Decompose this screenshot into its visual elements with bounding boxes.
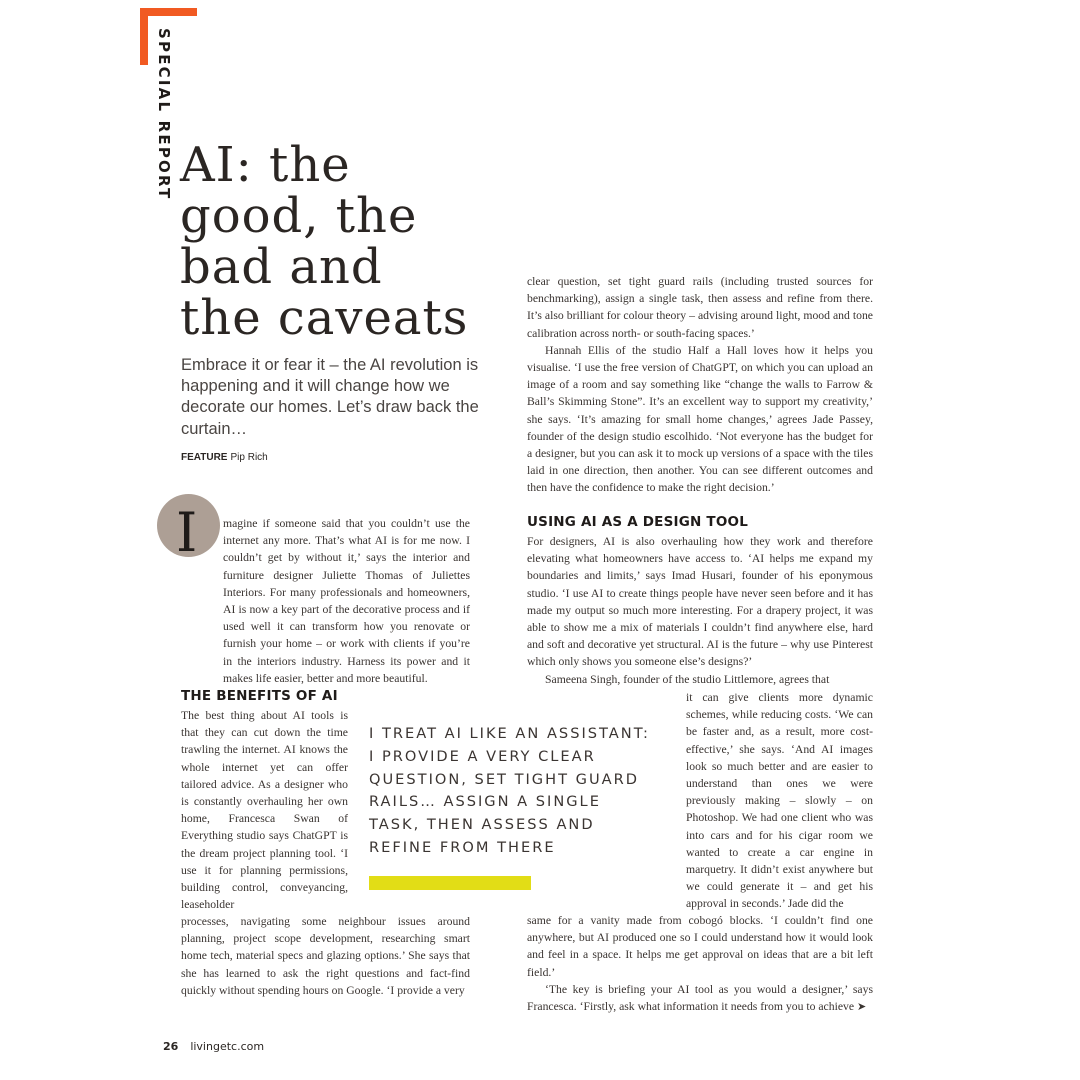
body-text: clear question, set tight guard rails (including trusted sources for benchmarking), assign a single task, then assess and refine from there. It’s also brilliant for colour theory – advising around light, mood and tone calibration across north- or south-facing spaces.’ xyxy=(527,275,873,340)
body-text: The best thing about AI tools is that they can cut down the time trawling the internet. AI knows the whole internet yet can offer tailored advice. As a designer who is constantly overhauling her own home, Francesca Swan of Everything studio says ChatGPT is the dream project planning tool. ‘I use it for planning permissions, building control, conveyancing, leaseholder xyxy=(181,709,348,912)
headline-line: the caveats xyxy=(180,290,469,346)
subheading-benefits: THE BENEFITS OF AI xyxy=(181,688,338,704)
pull-quote-line: I TREAT AI LIKE AN ASSISTANT: xyxy=(369,725,650,742)
intro-text: magine if someone said that you couldn’t use the internet any more. That’s what AI is for me now. I couldn’t get by without it,’ says the interior and furniture designer Juliette Thomas of Juliettes Interiors. For many professionals and homeowners, AI is now a key part of the decorative process and if used well it can transform how you renovate or furnish your home – or work with clients if you’re in the interiors industry. Harness its power and it makes life easier, better and more beautiful. xyxy=(223,517,470,685)
intro-paragraph xyxy=(181,515,470,687)
body-text: Sameena Singh, founder of the studio Littlemore, agrees that xyxy=(545,672,830,686)
byline-author: Pip Rich xyxy=(230,452,268,463)
continue-arrow-icon: ➤ xyxy=(856,1001,867,1014)
body-column-2a xyxy=(527,273,873,497)
site-name: livingetc.com xyxy=(190,1040,265,1053)
pull-quote-line: QUESTION, SET TIGHT GUARD xyxy=(369,770,639,788)
headline xyxy=(180,137,480,346)
accent-bracket-side xyxy=(140,8,148,65)
body-column-2c xyxy=(686,689,873,913)
section-kicker-text: SPECIAL REPORT xyxy=(155,28,173,201)
pull-quote-line: REFINE FROM THERE xyxy=(369,838,556,856)
subheading-design-tool: USING AI AS A DESIGN TOOL xyxy=(527,514,748,530)
pull-quote-highlight-bar xyxy=(369,876,531,890)
body-column-2d xyxy=(527,912,873,1016)
body-text: processes, navigating some neighbour issues around planning, project scope development, researching smart home tech, material specs and glazing options.’ She says that she has learned to ask the right questions and fact-find quickly without spending hours on Google. ‘I provide a very xyxy=(181,915,470,997)
body-column-2b xyxy=(527,533,873,688)
pull-quote-line: TASK, THEN ASSESS AND xyxy=(369,816,595,834)
pull-quote-line: RAILS… ASSIGN A SINGLE xyxy=(369,793,601,811)
pull-quote xyxy=(369,723,669,860)
body-text: same for a vanity made from cobogó blocks. ‘I couldn’t find one anywhere, but AI produced one so I could understand how it would look and feel in a space. It helps me get approval on ideas that are a bit left field.’ xyxy=(527,914,873,979)
body-text: Hannah Ellis of the studio Half a Hall loves how it helps you visualise. ‘I use the free version of ChatGPT, on which you can upload an image of a room and say something like “change the walls to Farrow & Ball’s Skimming Stone”. It’s an excellent way to support my creativity,’ she says. ‘It’s amazing for small home changes,’ agrees Jade Passey, founder of the design studio escolhido. ‘Not everyone has the budget for a designer, but you can ask it to mock up versions of a space with the tiles laid in one direction, then another. You can see different outcomes and then have the confidence to make the right decision.’ xyxy=(527,343,873,495)
pull-quote-line: I PROVIDE A VERY CLEAR xyxy=(369,747,596,765)
headline-line: AI: the xyxy=(180,137,351,193)
body-column-1b xyxy=(181,913,470,999)
standfirst: Embrace it or fear it – the AI revolution is happening and it will change how we decorate our homes. Let’s draw back the curtain… xyxy=(181,356,479,438)
body-text: ‘The key is briefing your AI tool as you would a designer,’ says Francesca. ‘Firstly, ask what information it needs from you to achieve xyxy=(527,982,873,1014)
body-column-1a xyxy=(181,707,348,913)
page-number: 26 xyxy=(163,1040,179,1053)
headline-line: good, the xyxy=(180,188,418,244)
body-text: For designers, AI is also overhauling how they work and therefore elevating what homeowners have access to. ‘AI helps me expand my boundaries and limits,’ says Imad Husari, founder of his eponymous studio. ‘I use AI to create things people have never seen before and it has made my output so much more interesting. For a drapery project, it was able to show me a mix of materials I couldn’t find anywhere else, hard and soft and decorative yet structural. AI is the future – why use Pinterest which only shows you someone else’s designs?’ xyxy=(527,535,873,669)
section-kicker xyxy=(151,28,175,201)
accent-bracket-top xyxy=(140,8,197,16)
byline xyxy=(181,452,268,463)
page-folio xyxy=(163,1040,264,1053)
headline-line: bad and xyxy=(180,239,383,295)
byline-label: FEATURE xyxy=(181,452,228,463)
dropcap-letter: I xyxy=(176,501,198,564)
body-text: it can give clients more dynamic schemes, while reducing costs. ‘We can be faster and, as a result, more cost-effective,’ she says. ‘And AI images look so much better and are easier to understand than ones we were previously making – slowly – on Photoshop. We had one client who was into cars and for his cigar room we wanted to create a car engine in marquetry. It didn’t exist anywhere but we could generate it – and get his approval in seconds.’ Jade did the xyxy=(686,691,873,911)
